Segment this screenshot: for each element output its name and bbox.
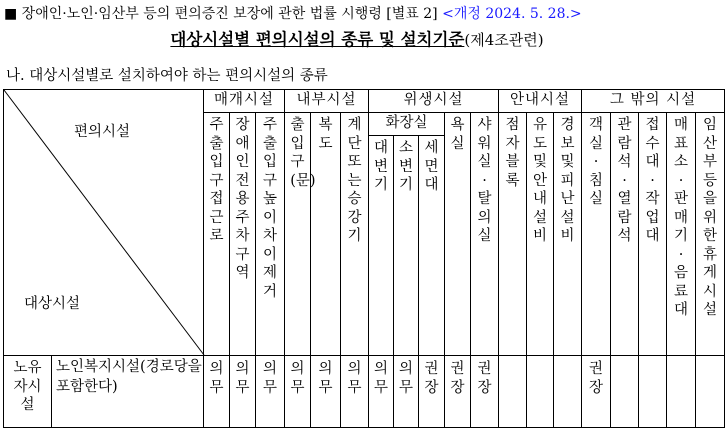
row-value: 권장 xyxy=(419,356,445,428)
revision-date: <개정 2024. 5. 28.> xyxy=(442,6,582,22)
title-main: 대상시설별 편의시설의 종류 및 설치기준 xyxy=(170,30,465,49)
corner-label-facility: 편의시설 xyxy=(74,124,131,140)
col-header: 출입구(문) xyxy=(285,113,311,356)
col-header: 경보및피난설비 xyxy=(554,113,582,356)
law-header xyxy=(4,3,582,23)
row-value: 권장 xyxy=(471,356,499,428)
col-header: 관람석·열람석 xyxy=(611,113,639,356)
row-value: 의무 xyxy=(285,356,311,428)
col-header: 매표소·판매기·음료대 xyxy=(667,113,696,356)
row-value: 의무 xyxy=(341,356,369,428)
row-value xyxy=(639,356,667,428)
corner-cell xyxy=(4,90,204,356)
title-article: (제4조관련) xyxy=(464,31,544,49)
col-header: 장애인전용주차구역 xyxy=(230,113,256,356)
group-sanitary: 위생시설 xyxy=(369,90,499,113)
row-value: 의무 xyxy=(311,356,341,428)
row-category: 노유자시설 xyxy=(4,356,52,428)
col-header: 접수대·작업대 xyxy=(639,113,667,356)
row-value xyxy=(554,356,582,428)
group-guidance: 안내시설 xyxy=(499,90,582,113)
group-mediating: 매개시설 xyxy=(204,90,285,113)
row-facility-name: 노인복지시설(경로당을 포함한다) xyxy=(52,356,204,428)
col-header: 복도 xyxy=(311,113,341,356)
row-value: 권장 xyxy=(582,356,611,428)
row-value xyxy=(667,356,696,428)
corner-label-target: 대상시설 xyxy=(24,296,81,312)
table-row xyxy=(4,356,725,428)
row-value: 의무 xyxy=(230,356,256,428)
col-header: 객실·침실 xyxy=(582,113,611,356)
col-header: 욕실 xyxy=(445,113,471,356)
page-title xyxy=(0,26,714,50)
row-value: 의무 xyxy=(204,356,230,428)
row-value: 의무 xyxy=(369,356,394,428)
group-interior: 내부시설 xyxy=(285,90,369,113)
row-value xyxy=(527,356,554,428)
col-header: 대변기 xyxy=(369,136,394,356)
col-header: 샤워실·탈의실 xyxy=(471,113,499,356)
row-value: 권장 xyxy=(445,356,471,428)
col-header: 소변기 xyxy=(394,136,419,356)
col-header: 계단또는승강기 xyxy=(341,113,369,356)
toilet-group-header: 화장실 xyxy=(369,113,445,136)
col-header: 임산부등을위한휴게시설 xyxy=(696,113,725,356)
row-value xyxy=(499,356,527,428)
col-header: 유도및안내설비 xyxy=(527,113,554,356)
col-header: 주출입구접근로 xyxy=(204,113,230,356)
section-heading: 나. 대상시설별로 설치하여야 하는 편의시설의 종류 xyxy=(6,68,328,84)
law-title: ■ 장애인·노인·임산부 등의 편의증진 보장에 관한 법률 시행령 [별표 2] xyxy=(4,6,438,22)
col-header: 세면대 xyxy=(419,136,445,356)
row-value: 의무 xyxy=(394,356,419,428)
row-value: 의무 xyxy=(256,356,285,428)
col-header: 주출입구높이차이제거 xyxy=(256,113,285,356)
col-header: 점자블록 xyxy=(499,113,527,356)
row-value xyxy=(611,356,639,428)
row-value xyxy=(696,356,725,428)
group-header-row xyxy=(4,90,725,113)
facility-table xyxy=(3,89,725,428)
group-other: 그 밖의 시설 xyxy=(582,90,725,113)
